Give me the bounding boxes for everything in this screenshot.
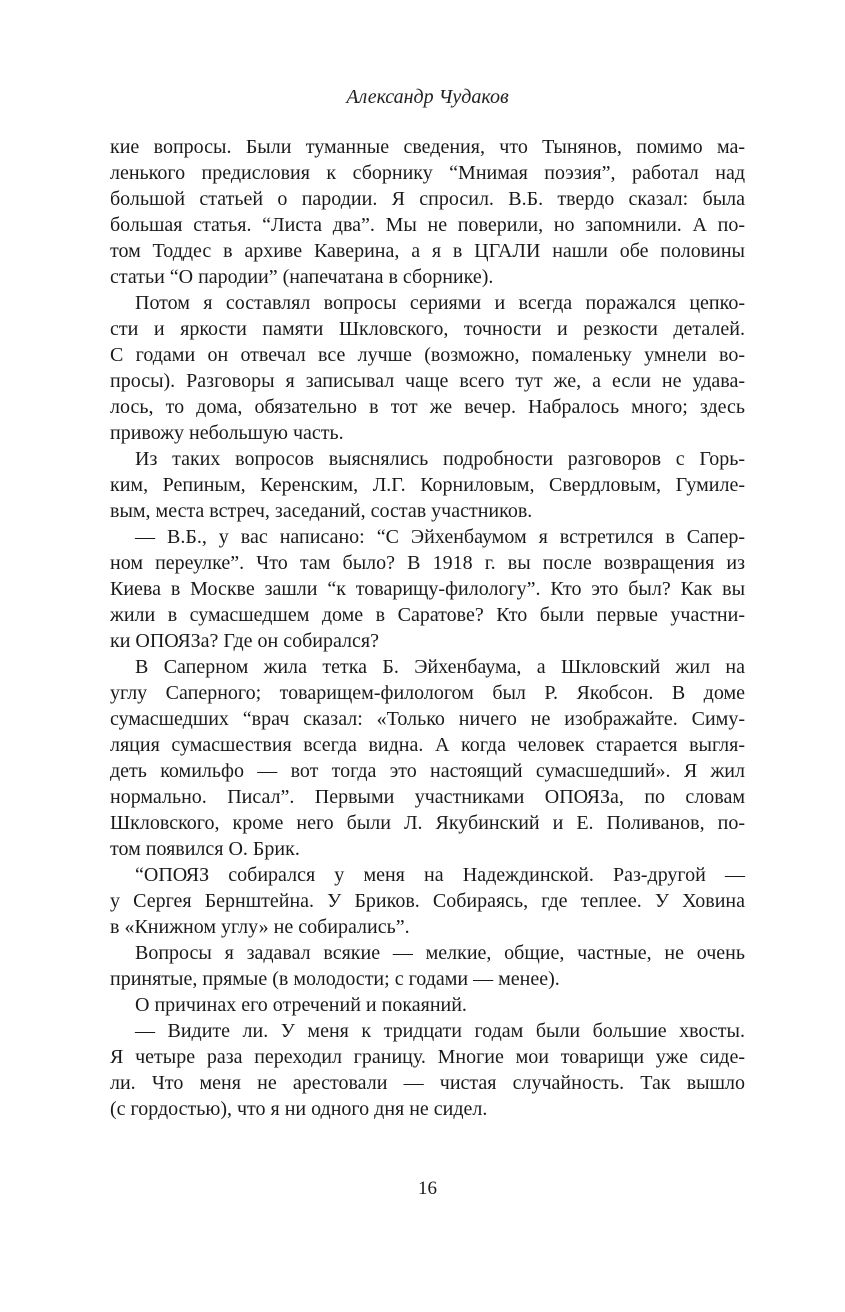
- text-line: деть комильфо — вот тогда это настоящий сумасшедший». Я жил: [110, 760, 745, 782]
- paragraph: [110, 940, 745, 992]
- paragraph: [110, 446, 745, 524]
- paragraph: [110, 290, 745, 446]
- text-line: кие вопросы. Были туманные сведения, что Тынянов, помимо ма-: [110, 136, 745, 158]
- running-header-author: Александр Чудаков: [346, 86, 509, 108]
- page-number: 16: [418, 1178, 437, 1199]
- text-line: в «Книжном углу» не собирались”.: [110, 916, 410, 938]
- paragraph: [110, 654, 745, 862]
- text-line: том Тоддес в архиве Каверина, а я в ЦГАЛИ нашли обе половины: [110, 240, 745, 262]
- text-line: лось, то дома, обязательно в тот же вечер. Набралось много; здесь: [110, 396, 745, 418]
- text-line: том появился О. Брик.: [110, 838, 300, 860]
- text-line: принятые, прямые (в молодости; с годами — менее).: [110, 968, 560, 990]
- text-line: ленького предисловия к сборнику “Мнимая поэзия”, работал над: [110, 162, 745, 184]
- text-line: жили в сумасшедшем доме в Саратове? Кто были первые участни-: [110, 604, 745, 626]
- text-line: — В.Б., у вас написано: “С Эйхенбаумом я встретился в Сапер-: [135, 526, 745, 548]
- text-line: просы). Разговоры я записывал чаще всего тут же, а если не удава-: [110, 370, 745, 392]
- text-line: вым, места встреч, заседаний, состав участников.: [110, 500, 533, 522]
- text-line: сумасшедших “врач сказал: «Только ничего не изображайте. Симу-: [110, 708, 745, 730]
- text-line: нормально. Писал”. Первыми участниками ОПОЯЗа, по словам: [110, 786, 745, 808]
- paragraph: [110, 1018, 745, 1122]
- text-line: ки ОПОЯЗа? Где он собирался?: [110, 630, 379, 652]
- text-line: ли. Что меня не арестовали — чистая случайность. Так вышло: [110, 1072, 745, 1094]
- text-line: большой статьей о пародии. Я спросил. В.Б. твердо сказал: была: [110, 188, 745, 210]
- text-line: большая статья. “Листа два”. Мы не поверили, но запомнили. А по-: [110, 214, 745, 236]
- text-line: Шкловского, кроме него были Л. Якубинский и Е. Поливанов, по-: [110, 812, 745, 834]
- text-line: статьи “О пародии” (напечатана в сборнике).: [110, 266, 494, 288]
- text-line: (с гордостью), что я ни одного дня не сидел.: [110, 1098, 488, 1120]
- text-line: Потом я составлял вопросы сериями и всегда поражался цепко-: [135, 292, 745, 314]
- text-line: О причинах его отречений и покаяний.: [135, 994, 467, 1016]
- text-line: В Саперном жила тетка Б. Эйхенбаума, а Шкловский жил на: [135, 656, 745, 678]
- text-block: [110, 134, 745, 1122]
- paragraph: [110, 524, 745, 654]
- text-line: Из таких вопросов выяснялись подробности разговоров с Горь-: [135, 448, 745, 470]
- text-line: ким, Репиным, Керенским, Л.Г. Корниловым, Свердловым, Гумиле-: [110, 474, 745, 496]
- text-line: сти и яркости памяти Шкловского, точности и резкости деталей.: [110, 318, 745, 340]
- text-line: — Видите ли. У меня к тридцати годам были большие хвосты.: [135, 1020, 745, 1042]
- text-line: ном переулке”. Что там было? В 1918 г. вы после возвращения из: [110, 552, 745, 574]
- paragraph: [110, 862, 745, 940]
- text-line: Я четыре раза переходил границу. Многие мои товарищи уже сиде-: [110, 1046, 745, 1068]
- text-line: Вопросы я задавал всякие — мелкие, общие, частные, не очень: [135, 942, 745, 964]
- text-line: привожу небольшую часть.: [110, 422, 344, 444]
- text-line: “ОПОЯЗ собирался у меня на Надеждинской. Раз-другой —: [135, 864, 745, 886]
- text-line: углу Саперного; товарищем-филологом был Р. Якобсон. В доме: [110, 682, 745, 704]
- text-line: ляция сумасшествия всегда видна. А когда человек старается выгля-: [110, 734, 745, 756]
- text-line: у Сергея Бернштейна. У Бриков. Собираясь, где теплее. У Ховина: [110, 890, 745, 912]
- paragraph: [110, 134, 745, 290]
- paragraph: [110, 992, 745, 1018]
- text-line: С годами он отвечал все лучше (возможно, помаленьку умнели во-: [110, 344, 745, 366]
- text-line: Киева в Москве зашли “к товарищу-филологу”. Кто это был? Как вы: [110, 578, 745, 600]
